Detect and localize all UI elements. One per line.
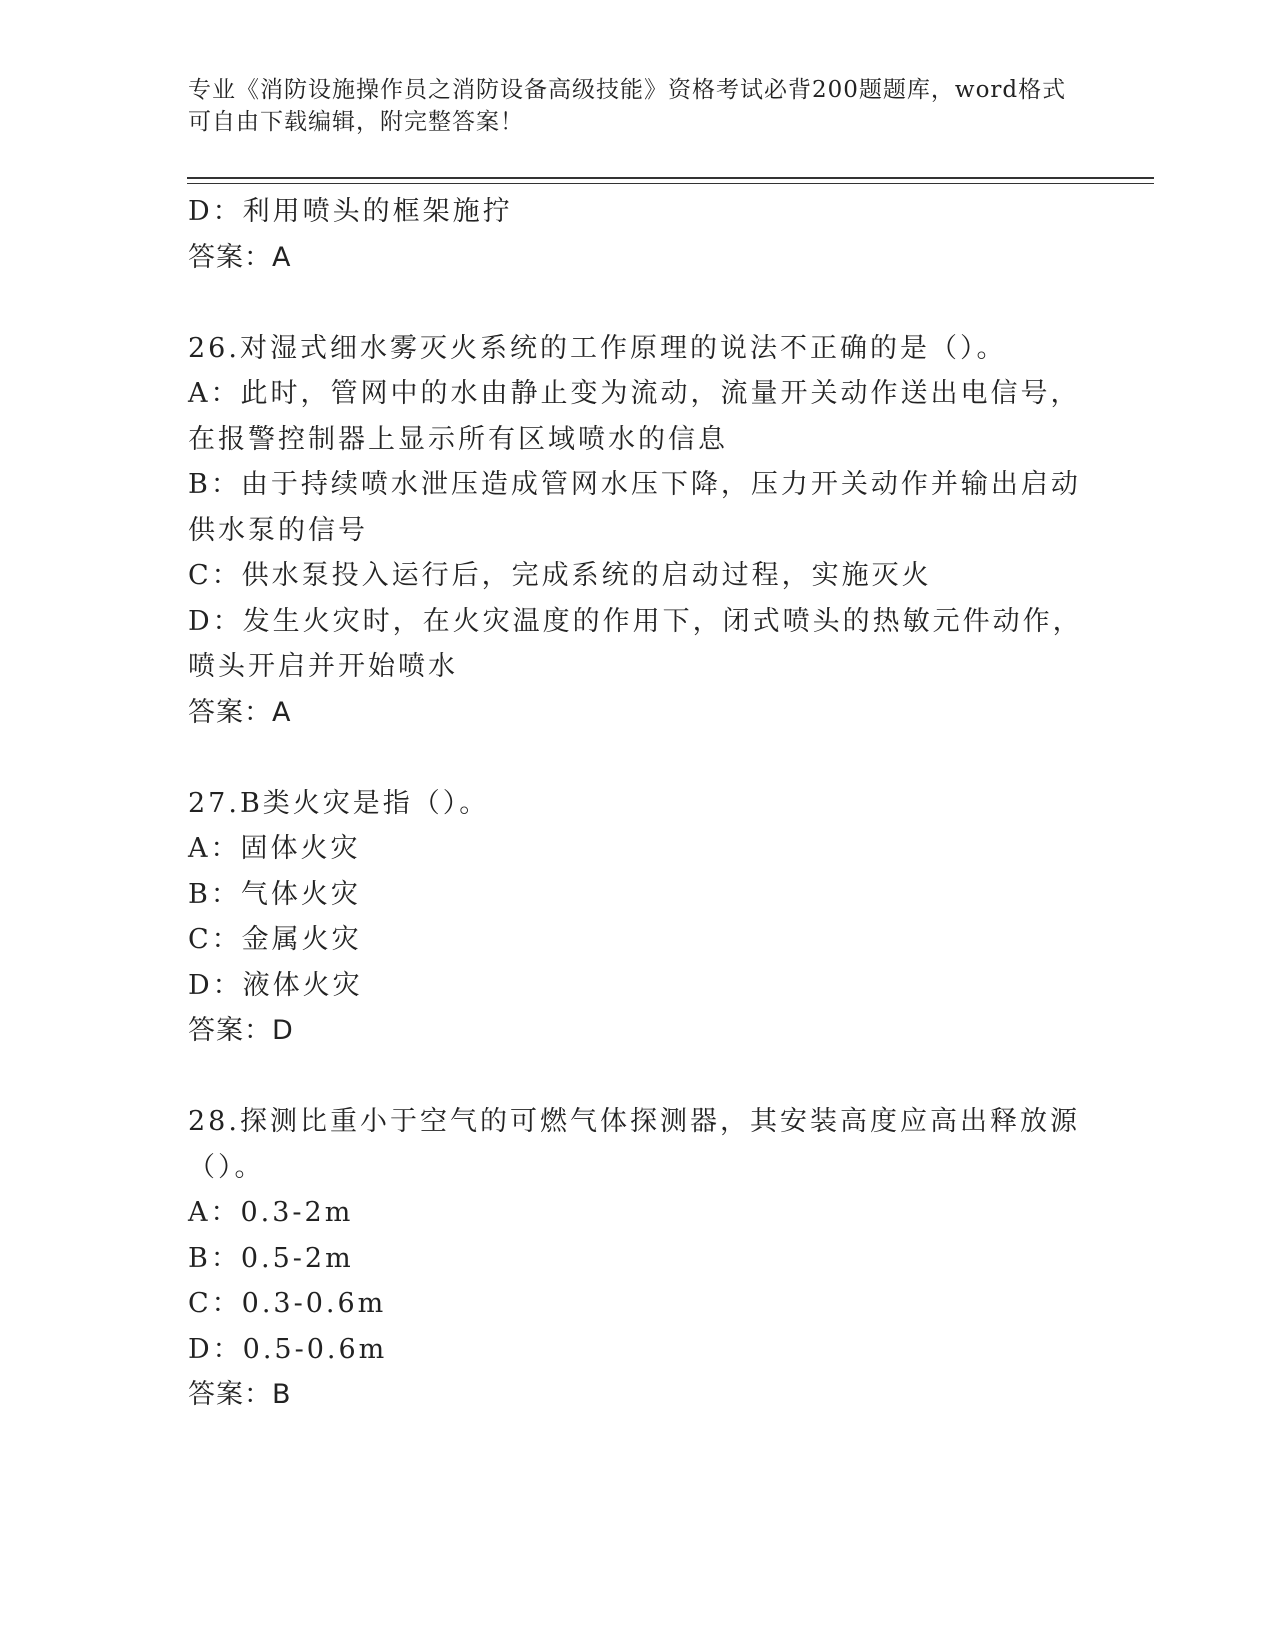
option-b: B：0.5-2m xyxy=(188,1242,354,1274)
question-28 xyxy=(188,1099,1088,1418)
option-d: D：发生火灾时，在火灾温度的作用下，闭式喷头的热敏元件动作，喷头开启并开始喷水 xyxy=(188,605,1083,682)
answer: 答案：A xyxy=(188,696,292,728)
option-b: B：气体火灾 xyxy=(188,878,361,910)
option-d: D：液体火灾 xyxy=(188,969,363,1001)
answer: 答案：D xyxy=(188,1015,294,1046)
option-a: A：0.3-2m xyxy=(188,1197,354,1228)
answer: 答案：A xyxy=(188,241,292,273)
spacer xyxy=(188,735,1088,781)
option-c: C：金属火灾 xyxy=(188,924,362,955)
option-a: A：此时，管网中的水由静止变为流动，流量开关动作送出电信号，在报警控制器上显示所有区域喷水的信息 xyxy=(188,378,1081,455)
option-c: C：0.3-0.6m xyxy=(188,1288,387,1319)
document-header: 专业《消防设施操作员之消防设备高级技能》资格考试必背200题题库，word格式可自由下载编辑，附完整答案！ xyxy=(188,77,1067,135)
question-stem: 26.对湿式细水雾灭火系统的工作原理的说法不正确的是（）。 xyxy=(188,332,1007,364)
question-26 xyxy=(188,326,1088,736)
option-d: D：0.5-0.6m xyxy=(188,1333,388,1365)
spacer xyxy=(188,280,1088,326)
option-a: A：固体火灾 xyxy=(188,833,361,864)
question-27 xyxy=(188,781,1088,1054)
spacer xyxy=(188,1054,1088,1100)
question-stem: 28.探测比重小于空气的可燃气体探测器，其安装高度应高出释放源（）。 xyxy=(188,1106,1080,1183)
question-25-tail xyxy=(188,189,1088,280)
header-divider-thin xyxy=(187,183,1154,184)
option-c: C：供水泵投入运行后，完成系统的启动过程，实施灭火 xyxy=(188,560,932,591)
option-b: B：由于持续喷水泄压造成管网水压下降，压力开关动作并输出启动供水泵的信号 xyxy=(188,469,1081,546)
option-d: D：利用喷头的框架施拧 xyxy=(188,196,513,227)
header-divider-thick xyxy=(187,177,1154,179)
question-list xyxy=(188,189,1088,1418)
question-stem: 27.B类火灾是指（）。 xyxy=(188,787,490,819)
answer: 答案：B xyxy=(188,1379,292,1410)
